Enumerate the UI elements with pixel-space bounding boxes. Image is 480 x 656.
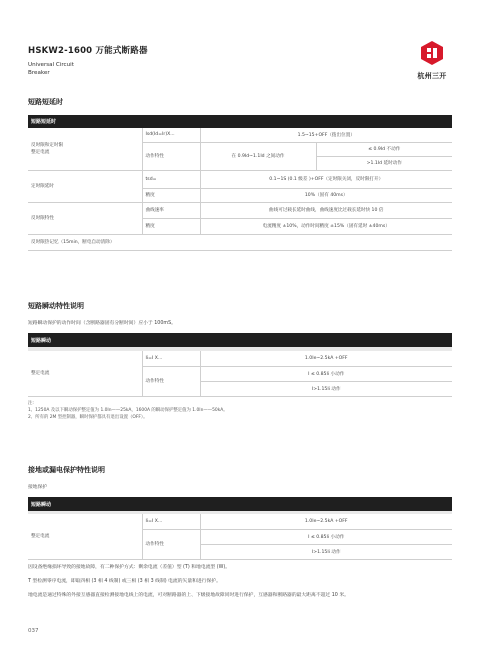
note-item: 1、1250A 及以下瞬动保护整定值为 1.0In——25kA，1600A 的瞬动保护整定值为 1.0In——50kA。 <box>28 408 228 413</box>
row-label: 反时限和定时限 整定电流 <box>28 128 142 170</box>
table-cell: Ii=I X... <box>142 514 200 529</box>
table-cell: 1.0Ie~2.5kA +OFF <box>200 351 452 366</box>
paragraph: 地电流是通过特殊的外接互感器直接检测接地电线上的电流，可对断路器的上、下级接地故障同时进行保护，互感器和断路器的最大距离不超过 10 米。 <box>28 593 349 598</box>
notes-title: 注: <box>28 401 34 406</box>
table-cell: 精度 <box>142 218 200 234</box>
ground-fault-table <box>28 497 452 560</box>
paragraph: 因设备绝缘损坏导致的接地故障，有二种保护方式：剩余电流（差值）型 (T) 和地电流型 (W)。 <box>28 565 231 570</box>
table-cell: 1.0Ie~2.5kA +OFF <box>200 514 452 529</box>
paragraph: T 型检测零序电流，即取四相 (3 相 4 线制) 或三相 (3 相 3 线制) 电流的矢量和进行保护。 <box>28 579 221 584</box>
notes-block <box>28 400 228 421</box>
product-subtitle-line2: Breaker <box>28 70 50 76</box>
section-title-instantaneous: 短路瞬动特性说明 <box>28 302 84 310</box>
table-cell: I>1.15Ii 动作 <box>200 544 452 559</box>
row-label: 反时限特性 <box>28 202 142 234</box>
table-cell: 电流精度 ±10%，动作时间精度 ±15%（固有延时 ±40ms） <box>200 218 452 234</box>
table-cell: I ≤ 0.85Ii 小动作 <box>200 366 452 381</box>
page-number: 037 <box>28 628 39 634</box>
instantaneous-table <box>28 333 452 397</box>
row-label: 整定电流 <box>28 351 142 396</box>
short-delay-table <box>28 115 452 251</box>
table-cell: 动作特性 <box>142 366 200 396</box>
table-header: 短路瞬动 <box>28 333 452 347</box>
table-cell: 精度 <box>142 188 200 202</box>
table-cell: tsd= <box>142 170 200 188</box>
table-cell: 0.1~1S (0.1 级差 )+OFF（定时限关闭，反时限打开） <box>200 170 452 188</box>
table-cell: 1.5~15+OFF（拨出位置） <box>200 128 452 142</box>
table-cell: 动作特性 <box>142 529 200 559</box>
section-description: 短路瞬动保护的动作时间（含断路器固有分断时间）应小于 100mS。 <box>28 321 176 326</box>
table-cell: ≤ 0.9Id 不动作 <box>316 142 452 156</box>
table-cell: 动作特性 <box>142 142 200 170</box>
section-title-ground-fault: 接地或漏电保护特性说明 <box>28 466 105 474</box>
table-cell: I>1.15Ii 动作 <box>200 381 452 396</box>
table-cell: 曲线可过载长延时曲线，曲线速度比过载长延时快 10 倍 <box>200 202 452 218</box>
brand-mark-icon <box>420 40 444 66</box>
page-header <box>28 40 452 86</box>
table-cell: 在 0.9Id~1.1Id 之间动作 <box>200 142 316 170</box>
table-cell: Ii=I X... <box>142 351 200 366</box>
note-item: 2、所有的 2M 型控制器，瞬时保护都具有退出设置（OFF）。 <box>28 415 148 420</box>
table-cell: 曲线速率 <box>142 202 200 218</box>
table-cell: >1.1Id 延时动作 <box>316 156 452 170</box>
brand-name: 杭州三开 <box>417 72 447 80</box>
row-label: 整定电流 <box>28 514 142 559</box>
section-description: 接地保护 <box>28 485 48 490</box>
table-cell: I ≤ 0.85Ii 小动作 <box>200 529 452 544</box>
table-footnote-row: 反时限热记忆（15min，断电自动清除） <box>28 234 452 250</box>
table-cell: Isd(Id=Ir)X... <box>142 128 200 142</box>
table-cell: 10%（固有 40ms） <box>200 188 452 202</box>
table-header: 短路短延时 <box>28 115 452 128</box>
section-title-short-delay: 短路短延时 <box>28 98 63 106</box>
product-subtitle-line1: Universal Circuit <box>28 62 74 68</box>
table-header: 短路瞬动 <box>28 497 452 511</box>
row-label: 定时限延时 <box>28 170 142 202</box>
brand-logo <box>412 40 452 84</box>
product-title: HSKW2-1600 万能式断路器 <box>28 46 148 56</box>
